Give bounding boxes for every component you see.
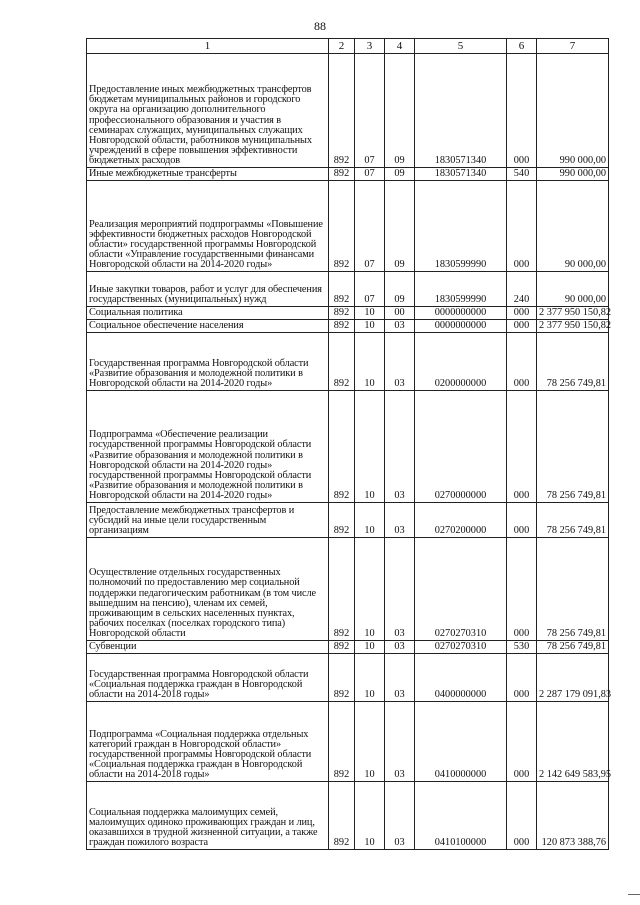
row-expense-type: 000 — [507, 181, 537, 272]
row-target-code: 1830599990 — [415, 181, 507, 272]
row-target-code: 0000000000 — [415, 320, 507, 333]
row-target-code: 0410000000 — [415, 702, 507, 782]
row-name: Осуществление отдельных государственных полномочий по предоставлению мер социальной поддержки педагогическим работникам (в том числе вышедшим на пенсию), членам их семей, проживающим в сельских населенных пунктах, рабочих поселках (поселках городского типа) Новгородской области — [87, 538, 329, 641]
row-amount: 2 142 649 583,95 — [537, 702, 609, 782]
row-amount: 78 256 749,81 — [537, 538, 609, 641]
table-row — [87, 391, 609, 503]
row-name: Иные закупки товаров, работ и услуг для обеспечения государственных (муниципальных) нужд — [87, 272, 329, 307]
row-expense-type: 000 — [507, 333, 537, 391]
header-col-2: 2 — [329, 39, 355, 54]
row-expense-type: 000 — [507, 702, 537, 782]
row-subsection: 03 — [385, 702, 415, 782]
table-row — [87, 307, 609, 320]
row-ministry: 892 — [329, 391, 355, 503]
row-subsection: 09 — [385, 168, 415, 181]
row-subsection: 03 — [385, 391, 415, 503]
row-subsection: 03 — [385, 654, 415, 702]
row-ministry: 892 — [329, 782, 355, 850]
row-name: Предоставление иных межбюджетных трансфертов бюджетам муниципальных районов и городского округа на организацию дополнительного профессионального образования и участия в семинарах служащих, муниципальных служащих Новгородской области, работников муниципальных учреждений в сфере повышения эффективности бюджетных расходов — [87, 54, 329, 168]
row-expense-type: 000 — [507, 320, 537, 333]
row-amount: 78 256 749,81 — [537, 391, 609, 503]
row-section: 10 — [355, 320, 385, 333]
table-row — [87, 272, 609, 307]
row-ministry: 892 — [329, 54, 355, 168]
row-section: 10 — [355, 782, 385, 850]
row-amount: 990 000,00 — [537, 54, 609, 168]
table-row — [87, 503, 609, 538]
row-section: 10 — [355, 391, 385, 503]
row-section: 10 — [355, 654, 385, 702]
header-col-1: 1 — [87, 39, 329, 54]
table-row — [87, 702, 609, 782]
row-expense-type: 000 — [507, 782, 537, 850]
table-row — [87, 168, 609, 181]
row-ministry: 892 — [329, 641, 355, 654]
row-subsection: 03 — [385, 538, 415, 641]
row-target-code: 0200000000 — [415, 333, 507, 391]
table-row — [87, 181, 609, 272]
row-name: Предоставление межбюджетных трансфертов и субсидий на иные цели государственным организациям — [87, 503, 329, 538]
header-col-3: 3 — [355, 39, 385, 54]
row-section: 10 — [355, 702, 385, 782]
table-header-row — [87, 39, 609, 54]
row-amount: 2 377 950 150,82 — [537, 320, 609, 333]
row-amount: 120 873 388,76 — [537, 782, 609, 850]
row-ministry: 892 — [329, 272, 355, 307]
row-section: 10 — [355, 333, 385, 391]
row-expense-type: 540 — [507, 168, 537, 181]
row-section: 07 — [355, 168, 385, 181]
row-subsection: 03 — [385, 320, 415, 333]
row-name: Реализация мероприятий подпрограммы «Повышение эффективности бюджетных расходов Новгородской области» государственной программы Новгородской области «Управление государственными финансами Новгородской области на 2014-2020 годы» — [87, 181, 329, 272]
row-expense-type: 240 — [507, 272, 537, 307]
table-row — [87, 782, 609, 850]
row-target-code: 1830571340 — [415, 168, 507, 181]
row-ministry: 892 — [329, 538, 355, 641]
row-name: Социальное обеспечение населения — [87, 320, 329, 333]
row-target-code: 0270200000 — [415, 503, 507, 538]
row-subsection: 00 — [385, 307, 415, 320]
row-target-code: 1830571340 — [415, 54, 507, 168]
table-row — [87, 54, 609, 168]
row-target-code: 0000000000 — [415, 307, 507, 320]
row-ministry: 892 — [329, 333, 355, 391]
header-col-5: 5 — [415, 39, 507, 54]
row-expense-type: 000 — [507, 391, 537, 503]
row-amount: 90 000,00 — [537, 181, 609, 272]
header-col-7: 7 — [537, 39, 609, 54]
row-section: 10 — [355, 307, 385, 320]
header-col-6: 6 — [507, 39, 537, 54]
row-ministry: 892 — [329, 654, 355, 702]
row-expense-type: 530 — [507, 641, 537, 654]
row-ministry: 892 — [329, 168, 355, 181]
row-subsection: 03 — [385, 503, 415, 538]
row-ministry: 892 — [329, 503, 355, 538]
budget-table — [86, 38, 612, 850]
row-subsection: 03 — [385, 782, 415, 850]
row-subsection: 03 — [385, 641, 415, 654]
edge-mark — [628, 894, 640, 895]
row-target-code: 0410100000 — [415, 782, 507, 850]
row-section: 07 — [355, 181, 385, 272]
row-name: Государственная программа Новгородской области «Социальная поддержка граждан в Новгородской области на 2014-2018 годы» — [87, 654, 329, 702]
row-ministry: 892 — [329, 702, 355, 782]
table-row — [87, 320, 609, 333]
row-target-code: 0270270310 — [415, 641, 507, 654]
row-section: 07 — [355, 272, 385, 307]
header-col-4: 4 — [385, 39, 415, 54]
row-target-code: 0400000000 — [415, 654, 507, 702]
row-section: 10 — [355, 641, 385, 654]
row-name: Субвенции — [87, 641, 329, 654]
row-ministry: 892 — [329, 307, 355, 320]
row-section: 07 — [355, 54, 385, 168]
row-expense-type: 000 — [507, 54, 537, 168]
row-amount: 78 256 749,81 — [537, 503, 609, 538]
row-name: Социальная политика — [87, 307, 329, 320]
row-expense-type: 000 — [507, 307, 537, 320]
row-amount: 78 256 749,81 — [537, 333, 609, 391]
row-expense-type: 000 — [507, 538, 537, 641]
row-amount: 90 000,00 — [537, 272, 609, 307]
row-target-code: 0270270310 — [415, 538, 507, 641]
table-row — [87, 538, 609, 641]
row-amount: 78 256 749,81 — [537, 641, 609, 654]
table-row — [87, 333, 609, 391]
table-row — [87, 654, 609, 702]
row-amount: 990 000,00 — [537, 168, 609, 181]
row-expense-type: 000 — [507, 503, 537, 538]
row-name: Государственная программа Новгородской области «Развитие образования и молодежной политики в Новгородской области на 2014-2020 годы» — [87, 333, 329, 391]
page-number: 88 — [314, 19, 326, 33]
row-ministry: 892 — [329, 181, 355, 272]
row-target-code: 0270000000 — [415, 391, 507, 503]
row-name: Подпрограмма «Обеспечение реализации государственной программы Новгородской области «Развитие образования и молодежной политики в Новгородской области на 2014-2020 годы» государственной программы Новгородской области «Развитие образования и молодежной политики в Новгородской области на 2014-2020 годы» — [87, 391, 329, 503]
row-subsection: 03 — [385, 333, 415, 391]
row-subsection: 09 — [385, 272, 415, 307]
row-amount: 2 377 950 150,82 — [537, 307, 609, 320]
row-amount: 2 287 179 091,83 — [537, 654, 609, 702]
row-subsection: 09 — [385, 181, 415, 272]
row-section: 10 — [355, 538, 385, 641]
row-target-code: 1830599990 — [415, 272, 507, 307]
row-expense-type: 000 — [507, 654, 537, 702]
row-name: Социальная поддержка малоимущих семей, малоимущих одиноко проживающих граждан и лиц, оказавшихся в трудной жизненной ситуации, а также граждан пожилого возраста — [87, 782, 329, 850]
row-ministry: 892 — [329, 320, 355, 333]
row-name: Иные межбюджетные трансферты — [87, 168, 329, 181]
row-section: 10 — [355, 503, 385, 538]
table-row — [87, 641, 609, 654]
row-subsection: 09 — [385, 54, 415, 168]
row-name: Подпрограмма «Социальная поддержка отдельных категорий граждан в Новгородской области» государственной программы Новгородской области «Социальная поддержка граждан в Новгородской области на 2014-2018 годы» — [87, 702, 329, 782]
